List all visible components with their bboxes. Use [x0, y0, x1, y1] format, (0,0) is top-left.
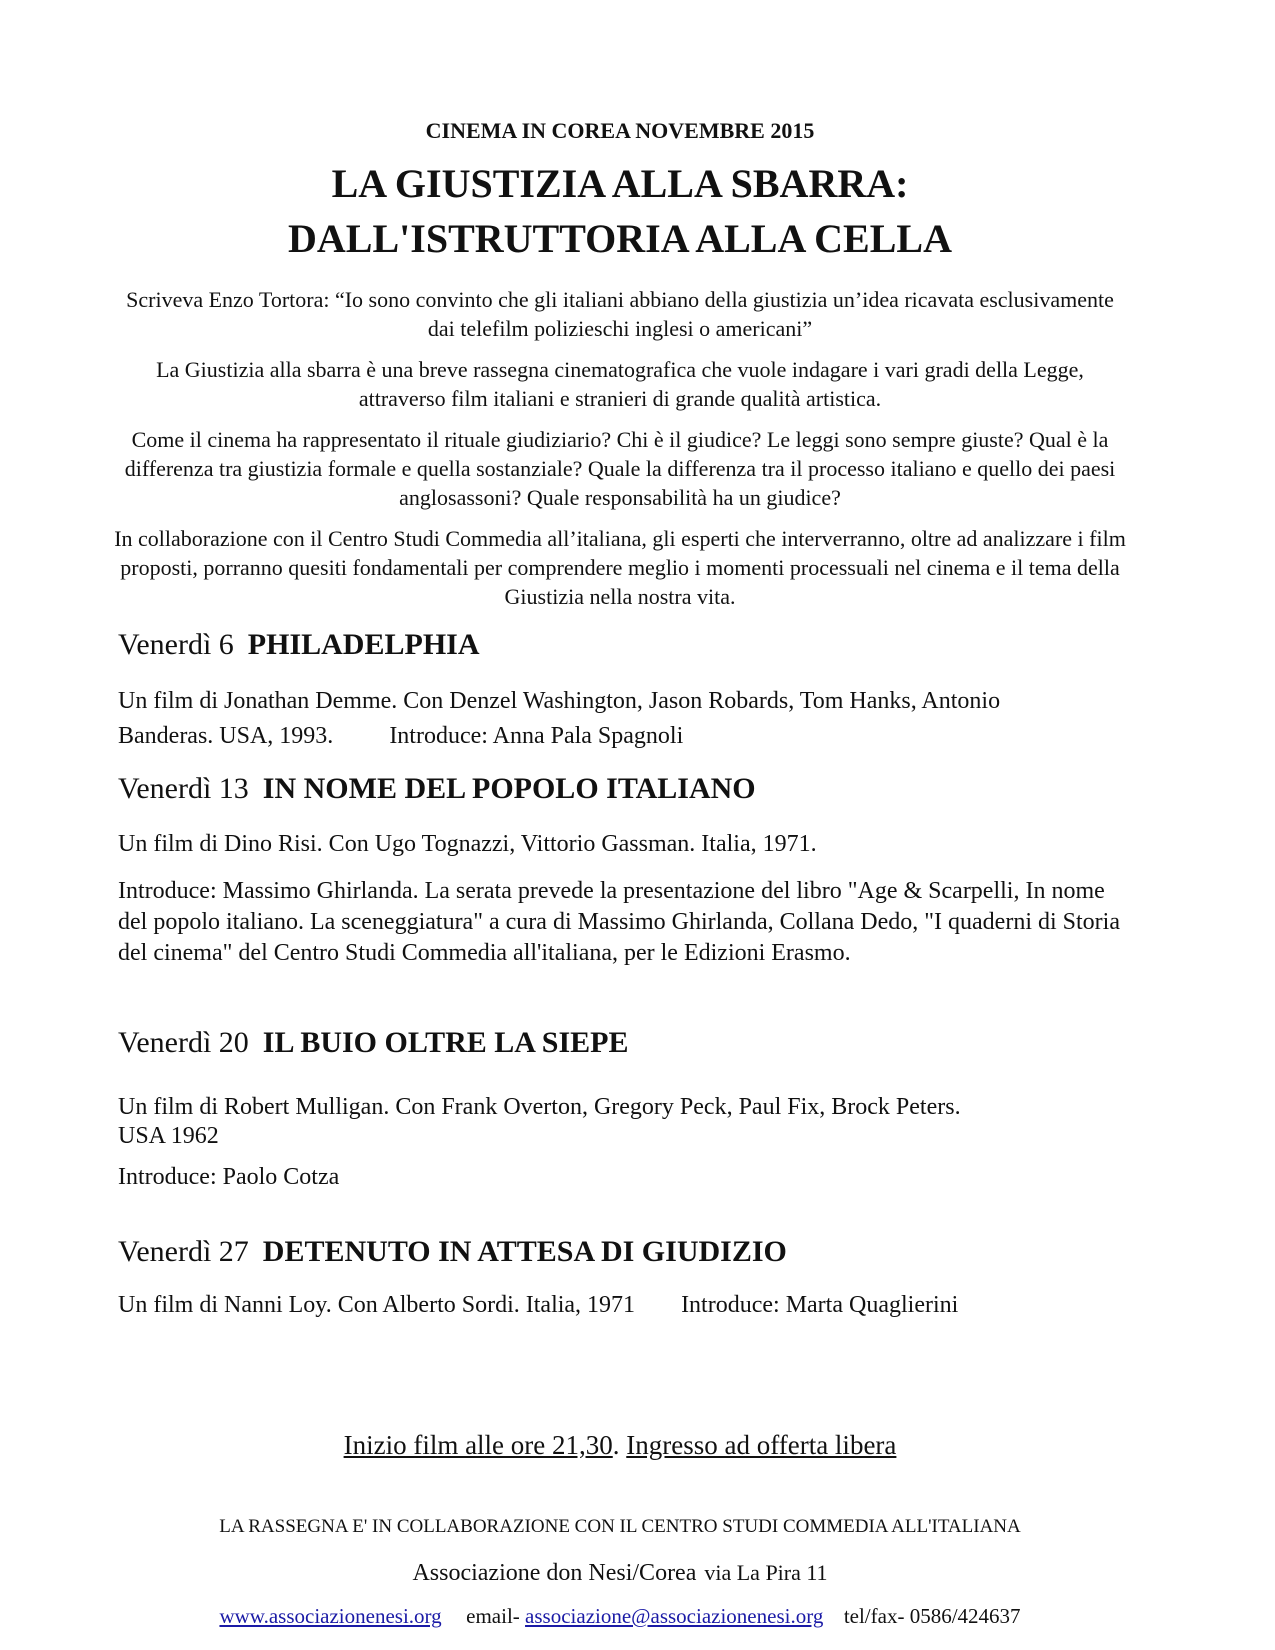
event-film-title: PHILADELPHIA	[247, 628, 480, 661]
event-film-title: DETENUTO IN ATTESA DI GIUDIZIO	[262, 1235, 787, 1268]
event-heading	[118, 1026, 629, 1060]
association-address: via La Pira 11	[704, 1560, 828, 1585]
event-day: Venerdì 20	[118, 1026, 249, 1059]
event-film-title: IN NOME DEL POPOLO ITALIANO	[262, 772, 756, 805]
event-description-line2	[118, 721, 1138, 752]
intro-description: La Giustizia alla sbarra è una breve rassegna cinematografica che vuole indagare i vari gradi della Legge, attraverso film italiani e stranieri di grande qualità artistica.	[156, 357, 1084, 411]
contact-line	[0, 1604, 1240, 1629]
association-line	[0, 1560, 1240, 1587]
email-label: email-	[466, 1604, 520, 1628]
website-link[interactable]: www.associazionenesi.org	[219, 1604, 442, 1628]
event-description: Un film di Dino Risi. Con Ugo Tognazzi, Vittorio Gassman. Italia, 1971.	[118, 831, 817, 857]
event-presenter: Introduce: Marta Quaglierini	[681, 1292, 959, 1318]
event-description: Un film di Robert Mulligan. Con Frank Overton, Gregory Peck, Paul Fix, Brock Peters.	[118, 1094, 961, 1120]
intro-collaboration: In collaborazione con il Centro Studi Commedia all’italiana, gli esperti che interverranno, oltre ad analizzare i film proposti, porranno quesiti fondamentali per comprendere meglio i momenti processuali nel cinema e il tema della Giustizia nella nostra vita.	[114, 526, 1126, 609]
association-name: Associazione don Nesi/Corea	[412, 1560, 697, 1586]
event-day: Venerdì 27	[118, 1235, 249, 1268]
info-separator: .	[612, 1430, 627, 1460]
event-presenter: Introduce: Paolo Cotza	[118, 1164, 340, 1190]
page-title-line1: LA GIUSTIZIA ALLA SBARRA:	[331, 161, 909, 206]
start-time-text: Inizio film alle ore 21,30	[343, 1430, 613, 1460]
event-day: Venerdì 6	[118, 628, 234, 661]
event-film-title: IL BUIO OLTRE LA SIEPE	[262, 1026, 629, 1059]
collaboration-note: LA RASSEGNA E' IN COLLABORAZIONE CON IL CENTRO STUDI COMMEDIA ALL'ITALIANA	[219, 1516, 1021, 1537]
event-presenter: Introduce: Anna Pala Spagnoli	[389, 723, 684, 749]
event-description: Un film di Nanni Loy. Con Alberto Sordi. Italia, 1971	[118, 1292, 636, 1318]
event-heading	[118, 772, 756, 806]
intro-questions: Come il cinema ha rappresentato il rituale giudiziario? Chi è il giudice? Le leggi sono sempre giuste? Qual è la differenza tra giustizia formale e quella sostanziale? Quale la differenza tra il processo italiano e quello dei paesi anglosassoni? Quale responsabilità ha un giudice?	[124, 427, 1116, 510]
intro-quote: Scriveva Enzo Tortora: “Io sono convinto che gli italiani abbiano della giustizia un’idea ricavata esclusivamente dai telefilm polizieschi inglesi o americani”	[126, 287, 1114, 341]
screening-info	[0, 1430, 1240, 1461]
event-day: Venerdì 13	[118, 772, 249, 805]
event-kicker: CINEMA IN COREA NOVEMBRE 2015	[425, 118, 815, 143]
event-heading	[118, 1235, 787, 1269]
phone-text: tel/fax- 0586/424637	[843, 1604, 1021, 1628]
event-heading	[118, 628, 480, 662]
event-origin: USA 1962	[118, 1123, 219, 1149]
email-link[interactable]: associazione@associazionenesi.org	[525, 1604, 824, 1628]
event-origin: Banderas. USA, 1993.	[118, 723, 334, 749]
entry-text: Ingresso ad offerta libera	[626, 1430, 897, 1460]
event-presenter: Introduce: Massimo Ghirlanda. La serata prevede la presentazione del libro "Age & Scarpelli, In nome del popolo italiano. La sceneggiatura" a cura di Massimo Ghirlanda, Collana Dedo, "I quaderni di Storia del cinema" del Centro Studi Commedia all'italiana, per le Edizioni Erasmo.	[118, 878, 1120, 966]
page-title-line2: DALL'ISTRUTTORIA ALLA CELLA	[288, 216, 952, 261]
event-description: Un film di Jonathan Demme. Con Denzel Washington, Jason Robards, Tom Hanks, Antonio	[118, 688, 1001, 714]
event-description-line	[118, 1290, 1138, 1321]
